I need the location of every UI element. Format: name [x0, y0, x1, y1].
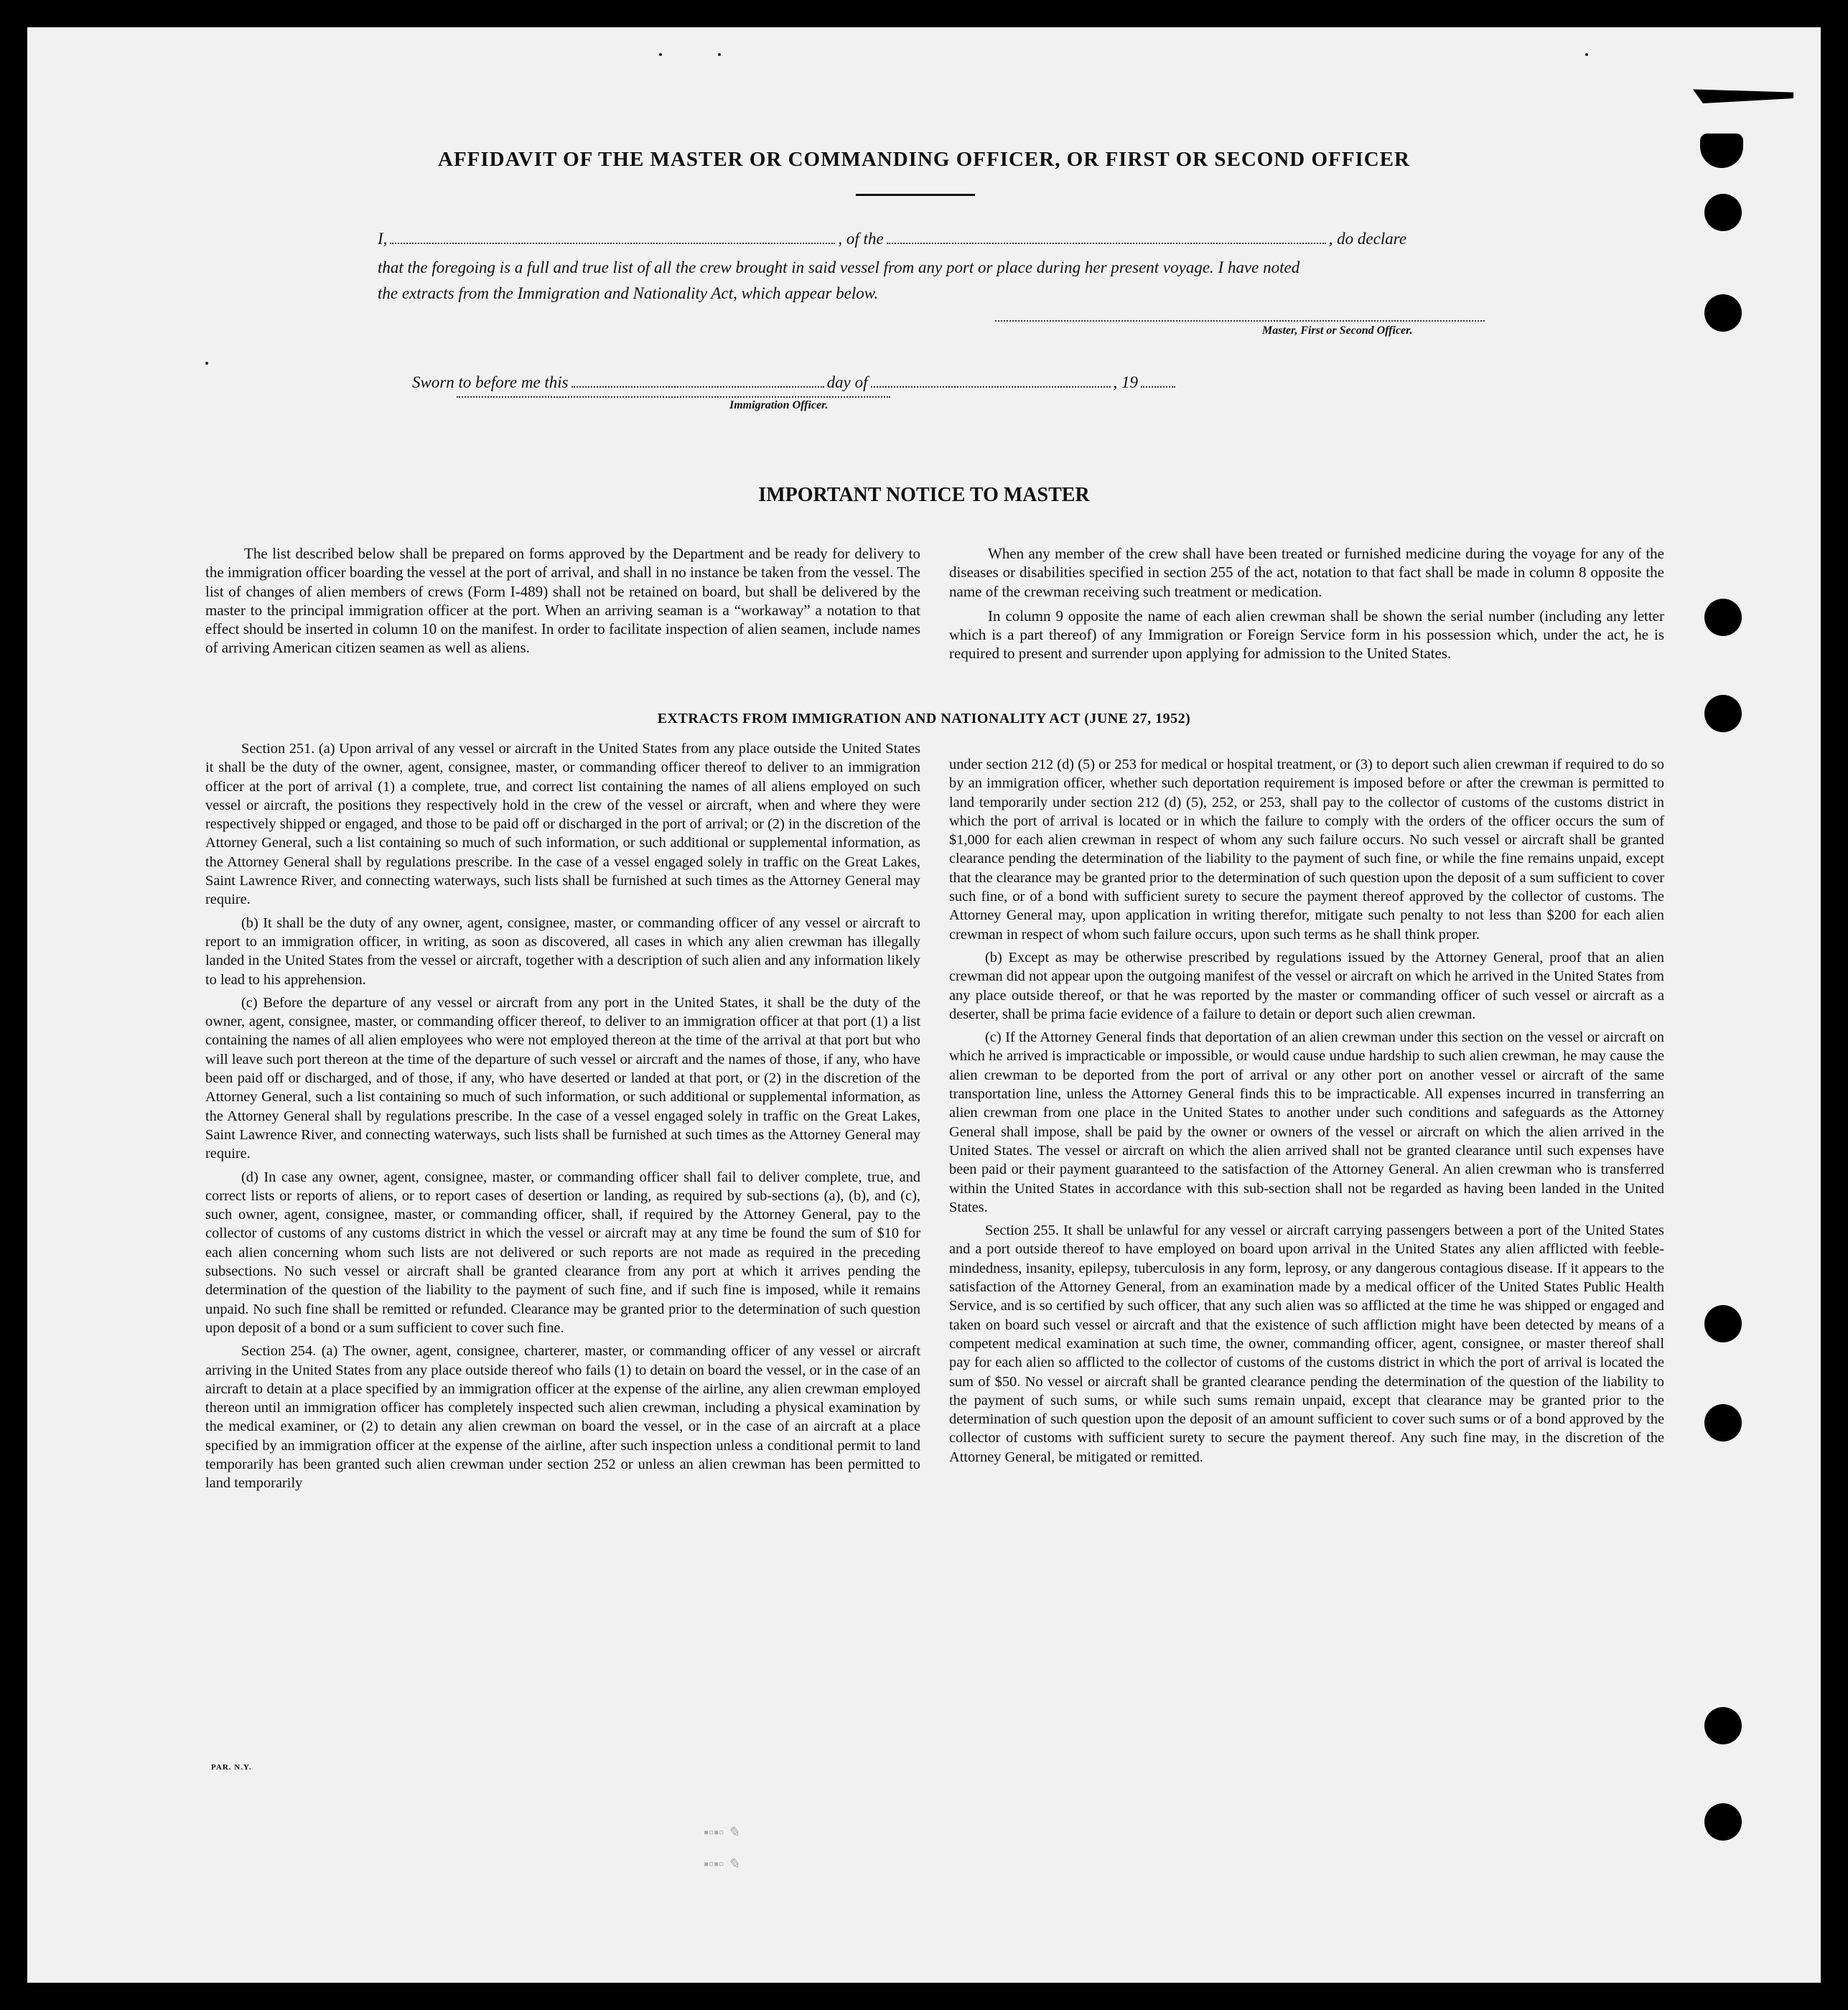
section-251-b: (b) It shall be the duty of any owner, agent, consignee, master, or commanding officer of any vessel or aircraft to report to an immigration officer, in writing, as soon as discovered, all cases in which any alien crewman has illegally landed in the United States from the vessel or aircraft, together with a description of such alien and any information likely to lead to his apprehension. [205, 915, 920, 988]
notice-paragraph: When any member of the crew shall have been treated or furnished medicine during the voyage for any of the diseases or disabilities specified in section 255 of the act, notation to that fact shall be made in column 8 opposite the name of the crewman receiving such treatment or medication. [949, 545, 1664, 600]
sworn-day-blank[interactable] [571, 386, 824, 388]
binder-hole [1704, 1305, 1742, 1342]
speck [718, 53, 721, 56]
title-divider [856, 194, 975, 196]
sworn-month-blank[interactable] [871, 386, 1111, 388]
i-label: I, [378, 230, 388, 248]
speck [659, 53, 662, 56]
notice-right-column [949, 544, 1664, 663]
sworn-label: Sworn to before me this [412, 373, 569, 391]
faint-stamp: ▪▫▪▫ ✎ [704, 1825, 740, 1841]
extracts-right-column [949, 755, 1664, 1467]
affidavit-line-1 [378, 230, 1406, 248]
section-254-a-continued: under section 212 (d) (5) or 253 for medical or hospital treatment, or (3) to deport such alien crewman if required to do so by an immigration officer, whether such deportation requirement is imposed before or after the crewman is permitted to land temporarily under section 212 (d) (5), 252, or 253, shall pay to the collector of customs of the customs district in which the port of arrival is located or in which the failure to comply with the orders of the officer occurs the sum of $1,000 for each alien crewman in respect of whom any such failure occurs. No such vessel or aircraft shall be granted clearance pending the determination of the liability to the payment of such fine, or while the fine remains unpaid, except that the clearance may be granted prior to the determination of such question upon the deposit of a sum sufficient to cover such fine, or of a bond with sufficient surety to secure the payment thereof approved by the collector of customs. The Attorney General may, upon application in writing therefor, mitigate such penalty to not less than $200 for each alien crewman in respect of whom such failure occurs, upon such terms as he shall think proper. [949, 757, 1664, 943]
section-251-a: Section 251. (a) Upon arrival of any vessel or aircraft in the United States from any place outside the United States it shall be the duty of the owner, agent, consignee, master, or commanding officer thereof to deliver to an immigration officer at the port of arrival (1) a complete, true, and correct list containing the names of all aliens employed on such vessel or aircraft, the positions they respectively hold in the crew of the vessel or aircraft, when and where they were respectively shipped or engaged, and those to be paid off or discharged in the port of arrival; or (2) in the discretion of the Attorney General, such a list containing so much of such information, or such additional or supplemental information, as the Attorney General shall by regulations prescribe. In the case of a vessel engaged solely in traffic on the Great Lakes, Saint Lawrence River, and connecting waterways, such lists shall be furnished at such times as the Attorney General may require. [205, 741, 920, 908]
notice-left-column [205, 544, 920, 658]
binder-hole [1704, 1707, 1742, 1744]
section-251-c: (c) Before the departure of any vessel or aircraft from any port in the United States, it shall be the duty of the owner, agent, consignee, master, or commanding officer thereof, to deliver to an immigration officer at that port (1) a list containing the names of all alien employees who were not employed thereon at the time of the arrival at that port but who will leave such port thereon at the time of the departure of such vessel or aircraft and the names of those, if any, who have been paid off or discharged, and of those, if any, who have deserted or landed at that port, or (2) in the discretion of the Attorney General, such a list containing so much of such information, or such additional or supplemental information, as the Attorney General shall by regulations prescribe. In the case of a vessel engaged solely in traffic on the Great Lakes, Saint Lawrence River, and connecting waterways, such lists shall be furnished at such times as the Attorney General may require. [205, 994, 920, 1162]
document-page [27, 27, 1821, 1983]
affidavit-line-3: the extracts from the Immigration and Nationality Act, which appear below. [378, 284, 879, 302]
master-signature-line[interactable] [995, 320, 1485, 322]
binder-hole [1704, 194, 1742, 231]
of-the-label: , of the [838, 230, 884, 248]
year-prefix: , 19 [1113, 373, 1138, 391]
officer-signature-label: Immigration Officer. [729, 399, 829, 411]
sworn-line [412, 373, 1178, 392]
section-254-c: (c) If the Attorney General finds that deportation of an alien crewman under this section on the vessel or aircraft on which he arrived is impracticable or impossible, or would cause undue hardship to such alien crewman, he may cause the alien crewman to be deported from the port of arrival or any other port on another vessel or aircraft of the same transportation line, unless the Attorney General finds this to be impracticable. All expenses incurred in transferring an alien crewman from one place in the United States to another under such conditions and safeguards as the Attorney General shall impose, shall be paid by the owner or owners of the vessel or aircraft on which the alien arrived in the United States. The vessel or aircraft on which the alien arrived shall not be granted clearance until such expenses have been paid or their payment guaranteed to the satisfaction of the Attorney General. An alien crewman who is transferred within the United States in accordance with this sub-section shall not be regarded as having been landed in the United States. [949, 1029, 1664, 1215]
binder-hole [1704, 1803, 1742, 1841]
notice-paragraph: In column 9 opposite the name of each alien crewman shall be shown the serial number (including any letter which is a part thereof) of any Immigration or Foreign Service form in his possession which, under the act, he is required to present and surrender upon applying for admission to the United States. [949, 607, 1664, 663]
section-251-d: (d) In case any owner, agent, consignee, master, or commanding officer shall fail to deliver complete, true, and correct lists or reports of aliens, or to report cases of desertion or landing, as required by sub-sections (a), (b), and (c), such owner, agent, consignee, master, or commanding officer, shall, if required by the Attorney General, pay to the collector of customs of any customs district in which the vessel or aircraft may at any time be found the sum of $10 for each alien concerning whom such lists are not delivered or such reports are not made as required in the preceding subsections. No such vessel or aircraft shall be granted clearance from any port at which it arrives pending the determination of the question of the liability to the payment of such fine, and if such fine is imposed, while it remains unpaid. No such fine shall be remitted or refunded. Clearance may be granted prior to the determination of such question upon deposit of a bond or a sum sufficient to cover such fine. [205, 1169, 920, 1336]
do-declare-label: , do declare [1328, 230, 1407, 248]
binder-hole [1704, 599, 1742, 636]
master-signature-label: Master, First or Second Officer. [1262, 324, 1413, 337]
extracts-left-column [205, 739, 920, 1493]
speck [205, 362, 208, 365]
officer-signature-line[interactable] [457, 396, 890, 398]
speck [1585, 53, 1588, 56]
extracts-title: EXTRACTS FROM IMMIGRATION AND NATIONALITY ACT (JUNE 27, 1952) [657, 711, 1191, 726]
name-blank[interactable] [390, 243, 835, 244]
affidavit-line-2: that the foregoing is a full and true list of all the crew brought in said vessel from any port or place during her present voyage. I have noted [378, 258, 1300, 276]
faint-stamp: ▪▫▪▫ ✎ [704, 1856, 740, 1872]
page-title: AFFIDAVIT OF THE MASTER OR COMMANDING OFFICER, OR FIRST OR SECOND OFFICER [438, 148, 1410, 171]
notice-paragraph: The list described below shall be prepared on forms approved by the Department and be ready for delivery to the immigration officer boarding the vessel at the port of arrival, and shall in no instance be taken from the vessel. The list of changes of alien members of crews (Form I-489) shall not be retained on board, but shall be delivered by the master to the principal immigration officer at the port. When an arriving seaman is a “workaway” a notation to that effect should be inserted in column 10 on the manifest. In order to facilitate inspection of alien seamen, include names of arriving American citizen seamen as well as aliens. [205, 545, 920, 657]
section-255: Section 255. It shall be unlawful for any vessel or aircraft carrying passengers between a port of the United States and a port outside thereof to have employed on board upon arrival in the United States any alien afflicted with feeble-mindedness, insanity, epilepsy, tuberculosis in any form, leprosy, or any dangerous contagious disease. If it appears to the satisfaction of the Attorney General, from an examination made by a medical officer of the United States Public Health Service, and is so certified by such officer, that any such alien was so afflicted at the time he was shipped or engaged and taken on board such vessel or aircraft and that the existence of such affliction might have been detected by means of a competent medical examination at such time, the owner, commanding officer, agent, consignee, or master thereof shall pay for each alien so afflicted to the collector of customs of the customs district in which the port of arrival is located the sum of $50. No vessel or aircraft shall be granted clearance pending the determination of the question of the liability to the payment of such sums, or while such sums remain unpaid, except that clearance may be granted prior to the determination of such question upon the deposit of an amount sufficient to cover such sums or of a bond approved by the collector of customs with sufficient surety to secure the payment thereof. Any such fine may, in the discretion of the Attorney General, be mitigated or remitted. [949, 1223, 1664, 1465]
vessel-blank[interactable] [887, 243, 1326, 244]
section-254-a: Section 254. (a) The owner, agent, consignee, charterer, master, or commanding officer of any vessel or aircraft arriving in the United States from any place outside thereof who fails (1) to detain on board the vessel, or in the case of an aircraft to detain at a place specified by an immigration officer at the expense of the airline, any alien crewman employed thereon until an immigration officer has completely inspected such alien crewman, including a physical examination by the medical examiner, or (2) to detain any alien crewman on board the vessel, or in the case of an aircraft at a place specified by an immigration officer at the expense of the airline, after such inspection unless a conditional permit to land temporarily has been granted such alien crewman under section 252 or unless an alien crewman has been permitted to land temporarily [205, 1343, 921, 1492]
day-of-label: day of [826, 373, 868, 391]
notice-title: IMPORTANT NOTICE TO MASTER [758, 484, 1090, 506]
printer-mark: PAR. N.Y. [211, 1763, 252, 1772]
section-254-b: (b) Except as may be otherwise prescribed by regulations issued by the Attorney General, proof that an alien crewman did not appear upon the outgoing manifest of the vessel or aircraft on which he arrived in the United States from any place outside thereof, or that he was reported by the master or commanding officer of such vessel or aircraft as a deserter, shall be prima facie evidence of a failure to detain or deport such alien crewman. [949, 949, 1665, 1022]
binder-hole [1704, 1404, 1742, 1441]
binder-hole [1704, 294, 1742, 332]
clip-mark [1693, 83, 1793, 103]
sworn-year-blank[interactable] [1141, 386, 1175, 388]
